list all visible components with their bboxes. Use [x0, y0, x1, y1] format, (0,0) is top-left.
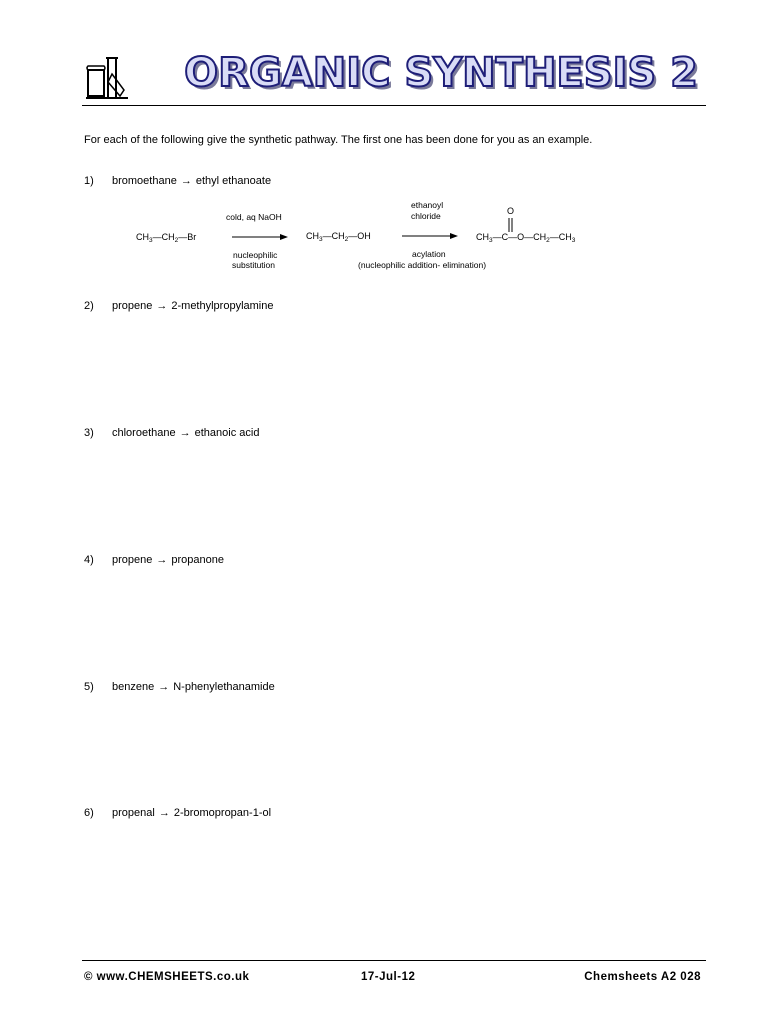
step2-reagent-line2: chloride	[411, 211, 441, 221]
reaction-arrow: →	[179, 427, 191, 439]
question-start: chloroethane	[112, 427, 176, 439]
question-start: bromoethane	[112, 175, 177, 187]
step1-reagent: cold, aq NaOH	[226, 212, 282, 222]
footer-sheet-id: Chemsheets A2 028	[584, 971, 701, 983]
step2-type-line2: (nucleophilic addition- elimination)	[358, 260, 487, 270]
bromoethane-formula: $CH_3—CH_2—Br$	[136, 232, 197, 244]
question-target: propanone	[171, 554, 224, 566]
question-5	[84, 681, 275, 693]
ethyl-ethanoate-formula: $CH_3—C—O—CH_2—CH_3$	[476, 232, 576, 244]
question-start: propene	[112, 300, 153, 312]
question-1	[84, 175, 271, 187]
footer-website: © www.CHEMSHEETS.co.uk	[84, 971, 250, 983]
question-target: 2-bromopropan-1-ol	[173, 807, 272, 819]
step1-type-line1: nucleophilic	[233, 250, 278, 260]
question-start: propene	[112, 554, 153, 566]
question-2	[84, 300, 273, 312]
instructions: For each of the following give the synthetic pathway. The first one has been done for you as an example.	[84, 134, 593, 146]
reaction-arrow: →	[156, 554, 168, 566]
step1-type-line2: substitution	[232, 260, 275, 270]
question-6	[84, 807, 271, 819]
reaction-arrow: →	[180, 175, 192, 187]
step2-type-line1: acylation	[412, 249, 446, 259]
footer-rule	[82, 960, 706, 961]
ethanol-formula: $CH_3—CH_2—OH$	[306, 231, 371, 243]
carbonyl-oxygen: O	[507, 206, 515, 216]
step2-reagent-line1: ethanoyl	[411, 200, 444, 210]
question-target: N-phenylethanamide	[173, 681, 275, 693]
question-target: ethyl ethanoate	[195, 175, 272, 187]
reaction-arrow: →	[156, 300, 168, 312]
reaction-arrow	[402, 231, 458, 241]
page-title: ORGANIC SYNTHESIS 2	[184, 50, 698, 96]
question-number: 2)	[84, 300, 94, 312]
question-number: 5)	[84, 681, 94, 693]
question-number: 6)	[84, 807, 94, 819]
header-rule	[82, 105, 706, 106]
question-3	[84, 427, 259, 439]
lab-glassware-icon	[84, 52, 130, 102]
question-4	[84, 554, 224, 566]
reaction-arrow: →	[158, 807, 170, 819]
question-target: ethanoic acid	[194, 427, 260, 439]
question-start: benzene	[112, 681, 155, 693]
question-number: 4)	[84, 554, 94, 566]
question-start: propenal	[112, 807, 155, 819]
reaction-arrow	[232, 232, 288, 242]
question-number: 3)	[84, 427, 94, 439]
footer-date: 17-Jul-12	[361, 971, 416, 983]
question-target: 2-methylpropylamine	[171, 300, 274, 312]
carbonyl-double-bond	[508, 218, 514, 232]
question-number: 1)	[84, 175, 94, 187]
reaction-arrow: →	[158, 681, 170, 693]
